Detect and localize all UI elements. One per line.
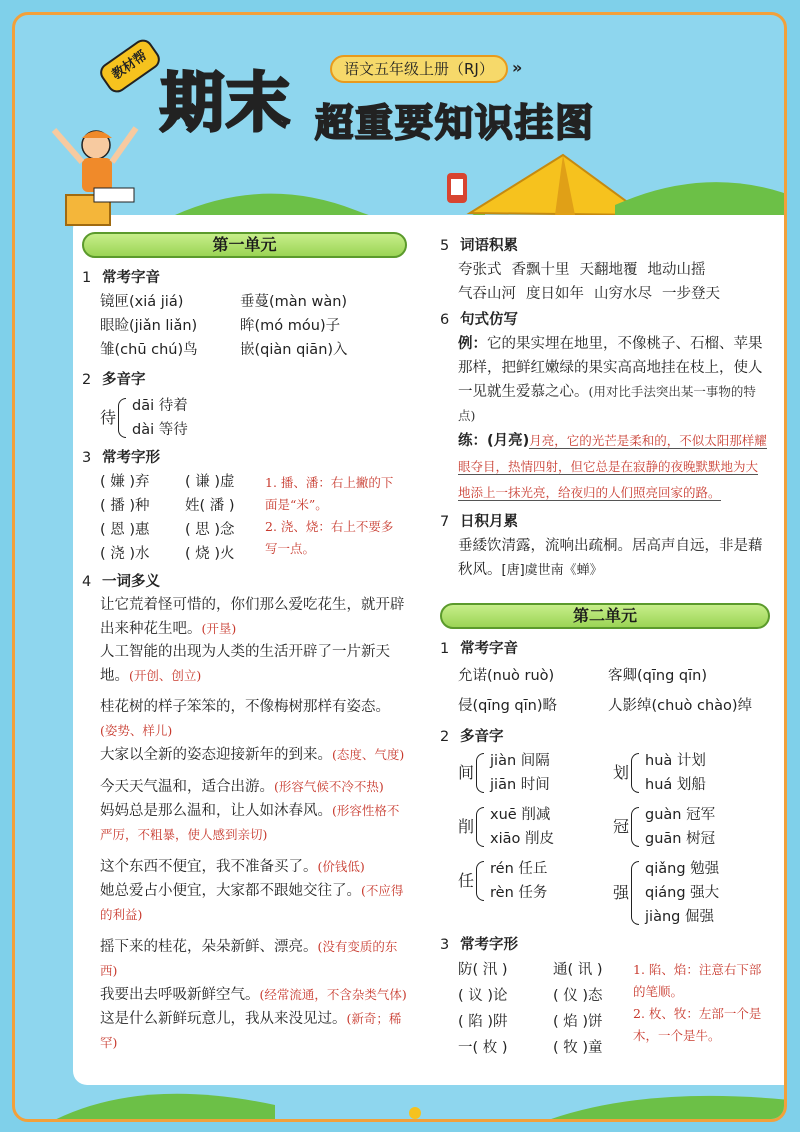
list-item: 妈妈总是那么温和，让人如沐春风。(形容性格不严厉，不粗暴，使人感到亲切) <box>100 803 400 842</box>
list-item: 让它荒着怪可惜的，你们那么爱吃花生，就开辟出来种花生吧。(开垦) <box>100 597 405 637</box>
u1-s3-heading: 3 常考字形 <box>82 450 160 466</box>
list-item: 桂花树的样子笨笨的，不像梅树那样有姿态。(姿势、样儿) <box>100 699 390 738</box>
u2-s2-heading: 2 多音字 <box>440 729 504 745</box>
u1-polyphone <box>82 394 407 442</box>
u1-s3-row: ( 恩 )惠 ( 思 )念 <box>100 522 235 538</box>
u2-s3-row: 防( 汛 ) 通( 讯 ) <box>458 962 603 978</box>
u1-s4-list <box>82 594 407 1055</box>
poster-title: 期末 <box>160 67 292 141</box>
double-chevron-icon: » <box>512 58 523 77</box>
u1-s4-heading: 4 一词多义 <box>82 574 160 590</box>
list-item: 人工智能的出现为人类的生活开辟了一片新天地。(开创、创立) <box>100 644 390 684</box>
u2-s1-row: 侵(qīng qīn)略 人影绰(chuò chào)绰 <box>458 698 753 714</box>
unit1-title: 第一单元 <box>82 232 407 258</box>
u2-s3-heading: 3 常考字形 <box>440 937 518 953</box>
u1-s2-heading: 2 多音字 <box>82 372 146 388</box>
right-column <box>440 232 770 1061</box>
u2-polyphone: 任 rén 任丘 rèn 任务 <box>458 861 548 901</box>
list-item: 这个东西不便宜，我不准备买了。(价钱低) <box>100 859 365 875</box>
s7-poem: 垂緌饮清露，流响出疏桐。居高声自远，非是藉秋风。[唐]虞世南《蝉》 <box>458 538 763 578</box>
u1-s3-note: 2. 浇、烧：右上不要多写一点。 <box>265 519 394 556</box>
list-item: 大家以全新的姿态迎接新年的到来。(态度、气度) <box>100 747 405 763</box>
u1-s1-row: 镜匣(xiá jiá) 垂蔓(màn wàn) <box>100 294 348 310</box>
brace-mark <box>118 398 126 438</box>
u2-s3-note: 1. 陷、焰：注意右下部的笔顺。 <box>633 962 762 999</box>
u2-polyphone: 冠 guàn 冠军 guān 树冠 <box>613 807 716 847</box>
u1-s1-row: 雏(chū chú)鸟 嵌(qiàn qiān)入 <box>100 342 348 358</box>
u2-s1-row: 允诺(nuò ruò) 客卿(qīng qīn) <box>458 668 707 684</box>
u2-polyphone: 间 jiàn 间隔 jiān 时间 <box>458 753 550 793</box>
polyphone-char: 待 <box>100 408 117 427</box>
u2-polyphone: 强 qiǎng 勉强 qiáng 强大 jiàng 倔强 <box>613 861 720 925</box>
u2-s1-heading: 1 常考字音 <box>440 641 518 657</box>
brand-tag: 教材帮 <box>96 36 164 97</box>
polyphone-reading: dài 等待 <box>132 422 188 438</box>
s7-heading: 7 日积月累 <box>440 514 518 530</box>
list-item: 她总爱占小便宜，大家都不跟她交往了。(不应得的利益) <box>100 883 404 922</box>
u2-s3-row: 一( 枚 ) ( 牧 )童 <box>458 1040 603 1056</box>
s5-heading: 5 词语积累 <box>440 238 518 254</box>
u2-s3-row: ( 陷 )阱 ( 焰 )饼 <box>458 1014 603 1030</box>
u1-s1-heading: 1 常考字音 <box>82 270 160 286</box>
grass-illustration <box>15 1055 787 1122</box>
u2-polyphone: 划 huà 计划 huá 划船 <box>613 753 706 793</box>
u1-s1-row: 眼睑(jiǎn liǎn) 眸(mó móu)子 <box>100 318 341 334</box>
left-column <box>82 232 407 1055</box>
list-item: 我要出去呼吸新鲜空气。(经常流通，不含杂类气体) <box>100 987 407 1003</box>
list-item: 这是什么新鲜玩意儿，我从来没见过。(新奇；稀罕) <box>100 1011 402 1050</box>
polyphone-reading: dāi 待着 <box>132 398 188 414</box>
s5-line: 夸张式 香飘十里 天翻地覆 地动山摇 <box>458 262 706 278</box>
u1-s3-block <box>82 470 407 566</box>
grade-badge: 语文五年级上册（RJ） <box>330 55 508 83</box>
u2-s3-note: 2. 枚、牧：左部一个是木，一个是牛。 <box>633 1006 762 1043</box>
list-item: 摇下来的桂花，朵朵新鲜、漂亮。(没有变质的东西) <box>100 939 398 978</box>
u1-s3-row: ( 浇 )水 ( 烧 )火 <box>100 546 235 562</box>
poster-subtitle: 超重要知识挂图 <box>315 101 596 145</box>
u2-polyphone: 削 xuē 削减 xiāo 削皮 <box>458 807 554 847</box>
u1-s3-row: ( 播 )种 姓( 潘 ) <box>100 498 235 514</box>
u1-s3-row: ( 嫌 )弃 ( 谦 )虚 <box>100 474 235 490</box>
s6-heading: 6 句式仿写 <box>440 312 518 328</box>
s5-line: 气吞山河 度日如年 山穷水尽 一步登天 <box>458 286 720 302</box>
kid-illustration <box>36 100 156 235</box>
s6-practice: 练：(月亮)月亮，它的光芒是柔和的，不似太阳那样耀眼夺目，热情四射，但它总是在寂静的夜晚默默地为大地添上一抹光亮，给夜归的人们照亮回家的路。 <box>458 433 767 500</box>
list-item: 今天天气温和，适合出游。(形容气候不冷不热) <box>100 779 384 795</box>
u2-s3-block <box>440 957 770 1061</box>
unit2-title: 第二单元 <box>440 603 770 629</box>
u2-s3-row: ( 议 )论 ( 仪 )态 <box>458 988 603 1004</box>
s6-example: 例：它的果实埋在地里，不像桃子、石榴、苹果那样，把鲜红嫩绿的果实高高地挂在枝上，使人一见就生爱慕之心。(用对比手法突出某一事物的特点) <box>458 336 763 423</box>
u2-s2-grid <box>440 749 770 929</box>
u1-s3-note: 1. 播、潘：右上撇的下面是“米”。 <box>265 475 394 512</box>
